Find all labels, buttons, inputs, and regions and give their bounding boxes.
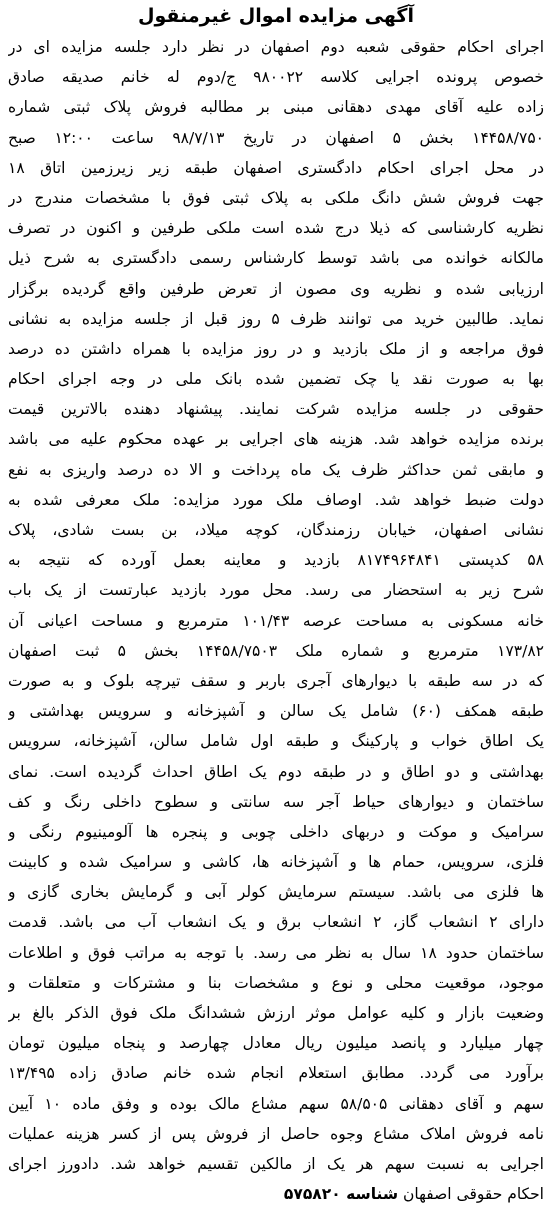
notice-id: شناسه ۵۷۵۸۲۰ xyxy=(283,1185,399,1204)
body-line: نظریه کارشناسی که ذیلا درج شده است ملکی طرفین و اکنون در تصرف xyxy=(8,219,544,238)
body-line: مالکانه خوانده می باشد توسط کارشناس رسمی دادگستری به شرح ذیل xyxy=(8,249,544,268)
body-line: جهت فروش شش دانگ ملکی به پلاک ثبتی فوق با مشخصات مندرج در xyxy=(8,188,544,207)
body-line: بهداشتی و دو اطاق و در طبقه دوم یک اطاق احداث گردیده است. نمای xyxy=(8,762,544,781)
body-line: که در سه طبقه با دیوارهای آجری باربر و سقف تیرچه بلوک و به صورت xyxy=(8,671,544,690)
body-line: ۱۴۴۵۸/۷۵۰ بخش ۵ اصفهان در تاریخ ۹۸/۷/۱۳ ساعت ۱۲:۰۰ صبح xyxy=(8,128,544,147)
body-line: و مابقی ثمن حداکثر ظرف یک ماه پرداخت و الا ده درصد واریزی به نفع xyxy=(8,460,544,479)
body-line: نماید. طالبین خرید می توانند ظرف ۵ روز قبل از جلسه مزایده به نشانی xyxy=(8,309,544,328)
body-line: نامه فروش املاک مشاع وجوه حاصل از فروش پس از کسر هزینه عملیات xyxy=(8,1124,544,1143)
body-line: چهار میلیارد و پانصد میلیون ریال معادل چهارصد و پنجاه میلیون تومان xyxy=(8,1034,544,1053)
body-line: ساختمان و دیوارهای حیاط آجر سه سانتی و سطوح داخلی رنگ و کف xyxy=(8,792,544,811)
body-line: خانه مسکونی به مساحت عرصه ۱۰۱/۴۳ مترمربع و مساحت اعیانی آن xyxy=(8,611,544,630)
footer-text: احکام حقوقی اصفهان xyxy=(398,1185,544,1204)
body-line: ارزیابی شده و نظریه وی مصون از تعرض طرفین واقع گردیده برگزار xyxy=(8,279,544,298)
body-line: طبقه همکف (۶۰) شامل یک سالن و آشپزخانه و سرویس بهداشتی و xyxy=(8,702,544,721)
body-line: خصوص پرونده اجرایی کلاسه ۹۸۰۰۲۲ ج/دوم له خانم صدیقه صادق xyxy=(8,68,544,87)
body-line: موجود، موقعیت محلی و نوع و مشخصات بنا و مشترکات و متعلقات و xyxy=(8,973,544,992)
body-line: فوق مراجعه و از ملک بازدید و در روز مزایده با همراه داشتن ده درصد xyxy=(8,339,544,358)
footer-line xyxy=(8,1179,544,1209)
body-line: دولت ضبط خواهد شد. اوصاف ملک مورد مزایده: ملک معرفی شده به xyxy=(8,490,544,509)
body-line: یک اطاق خواب و پارکینگ و طبقه اول شامل سالن، آشپزخانه، سرویس xyxy=(8,732,544,751)
body-line: ها فلزی می باشد. سیستم سرمایش کولر آبی و گرمایش بخاری گازی و xyxy=(8,883,544,902)
body-line: وضعیت بازار و کلیه عوامل موثر ارزش ششدانگ ملک فوق الذکر بالغ بر xyxy=(8,1004,544,1022)
body-line: در محل اجرای احکام دادگستری اصفهان طبقه زیر زیرزمین اتاق ۱۸ xyxy=(8,158,544,177)
body-line: اجرایی به نسبت سهم هر یک از مالکین تقسیم خواهد شد. دادورز اجرای xyxy=(8,1154,544,1173)
body-line: برآورد می گردد. مطابق استعلام انجام شده خانم صادق زاده ۱۳/۴۹۵ xyxy=(8,1064,544,1083)
body-line: ساختمان حدود ۱۸ سال به نظر می رسد. با توجه به مراتب فوق و اطلاعات xyxy=(8,943,544,962)
body-line: سهم و آقای دهقانی ۵۸/۵۰۵ سهم مشاع مالک بوده و وفق ماده ۱۰ آیین xyxy=(8,1094,544,1113)
body-line: شرح زیر به استحضار می رسد. محل مورد بازدید عبارتست از یک باب xyxy=(8,581,544,600)
body-line: ۵۸ کدپستی ۸۱۷۴۹۶۴۸۴۱ بازدید و معاینه بعمل آورده که نتیجه به xyxy=(8,551,544,570)
body-line: بها به صورت نقد یا چک تضمین شده بانک ملی در وجه اجرای احکام xyxy=(8,370,544,389)
body-line: نشانی اصفهان، خیابان رزمندگان، کوچه میلاد، بن بست شادی، پلاک xyxy=(8,521,544,539)
body-line: حقوقی در جلسه مزایده شرکت نمایند. پیشنهاد دهنده بالاترین قیمت xyxy=(8,400,544,419)
body-line: زاده علیه آقای مهدی دهقانی مبنی بر مطالبه فروش پلاک ثبتی شماره xyxy=(8,98,544,117)
body-line: فلزی، سرویس، حمام ها و آشپزخانه ها، کاشی و سرامیک شده و کابینت xyxy=(8,853,544,872)
body-line: دارای ۲ انشعاب گاز، ۲ انشعاب برق و یک انشعاب آب می باشد. قدمت xyxy=(8,913,544,932)
body-line: سرامیک و موکت و دربهای داخلی چوبی و پنجره ها آلومینیوم رنگی و xyxy=(8,822,544,841)
notice-body xyxy=(8,32,544,1209)
body-line: اجرای احکام حقوقی شعبه دوم اصفهان در نظر دارد جلسه مزایده ای در xyxy=(8,38,544,56)
body-line: ۱۷۳/۸۲ مترمربع و شماره ملک ۱۴۴۵۸/۷۵۰۳ بخش ۵ ثبت اصفهان xyxy=(8,641,544,660)
body-line: برنده مزایده خواهد شد. هزینه های اجرایی بر عهده محکوم علیه می باشد xyxy=(8,430,544,449)
notice-title: آگهی مزایده اموال غیرمنقول xyxy=(138,5,414,27)
